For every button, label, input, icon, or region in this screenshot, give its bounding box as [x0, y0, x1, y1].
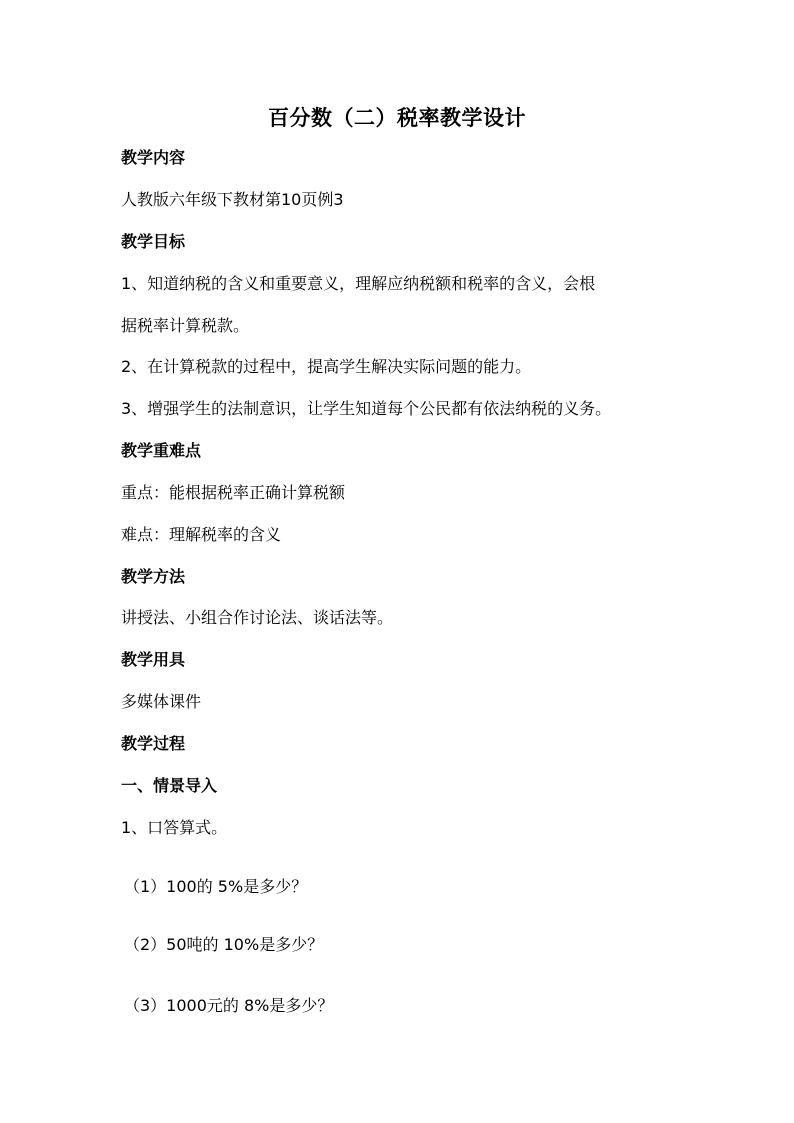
question-2: （2）50吨的 10%是多少？ — [124, 935, 324, 954]
text-textbook-reference: 人教版六年级下教材第10页例3 — [121, 190, 344, 209]
text-goal-1-line-2: 据税率计算税款。 — [121, 316, 250, 335]
text-difficult-point: 难点：理解税率的含义 — [121, 525, 282, 544]
question-1: （1）100的 5%是多少？ — [124, 877, 308, 896]
question-3: （3）1000元的 8%是多少？ — [124, 996, 334, 1015]
heading-teaching-process: 教学过程 — [121, 734, 186, 753]
heading-teaching-content: 教学内容 — [121, 148, 186, 167]
text-teaching-methods: 讲授法、小组合作讨论法、谈话法等。 — [121, 608, 394, 627]
text-key-point: 重点：能根据税率正确计算税额 — [121, 483, 346, 502]
text-oral-calculation: 1、口答算式。 — [121, 818, 228, 837]
text-goal-1-line-1: 1、知道纳税的含义和重要意义，理解应纳税额和税率的含义，会根 — [121, 274, 596, 293]
heading-teaching-goals: 教学目标 — [121, 232, 186, 251]
text-goal-3: 3、增强学生的法制意识，让学生知道每个公民都有依法纳税的义务。 — [121, 399, 612, 418]
heading-scene-intro: 一、情景导入 — [121, 776, 218, 795]
heading-teaching-methods: 教学方法 — [121, 567, 186, 586]
document-title: 百分数（二）税率教学设计 — [268, 105, 526, 130]
heading-key-difficult-points: 教学重难点 — [121, 441, 202, 460]
text-teaching-tools: 多媒体课件 — [121, 692, 202, 711]
heading-teaching-tools: 教学用具 — [121, 650, 186, 669]
text-goal-2: 2、在计算税款的过程中，提高学生解决实际问题的能力。 — [121, 357, 532, 376]
